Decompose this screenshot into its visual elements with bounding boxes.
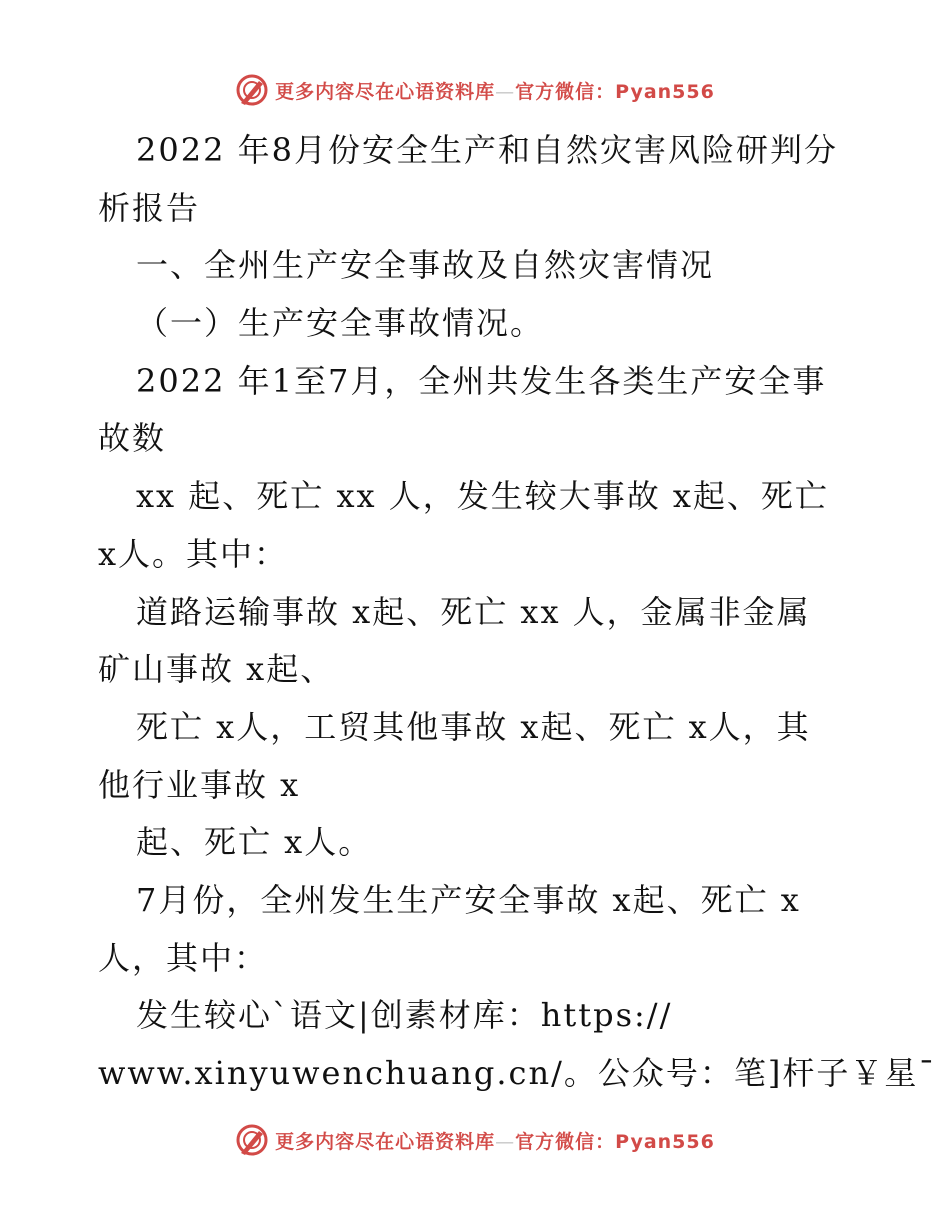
- subsection-heading-1: （一）生产安全事故情况。: [136, 304, 545, 343]
- paragraph-line: 死亡 x人，工贸其他事故 x起、死亡 x人，其: [136, 707, 811, 746]
- header-banner: [0, 70, 950, 110]
- paragraph-line: 2022 年1至7月，全州共发生各类生产安全事: [136, 361, 827, 400]
- header-banner-text: 更多内容尽在心语资料库: [275, 80, 496, 103]
- title-line-2: 析报告: [98, 188, 201, 227]
- footer-banner: [0, 1120, 950, 1160]
- pen-logo-icon: [235, 1123, 269, 1157]
- header-banner-dash: —: [495, 80, 516, 103]
- paragraph-line: 人，其中：: [98, 938, 269, 977]
- section-heading-1: 一、全州生产安全事故及自然灾害情况: [136, 246, 715, 285]
- header-banner-wechat: 官方微信：Pyan556: [515, 80, 715, 103]
- paragraph-line: 故数: [98, 419, 167, 458]
- paragraph-line: 起、死亡 x人。: [136, 823, 373, 862]
- paragraph-line: x人。其中：: [98, 534, 289, 573]
- paragraph-line: 发生较心`语文|创素材库：https://: [136, 996, 673, 1035]
- paragraph-line: 他行业事故 x: [98, 765, 301, 804]
- paragraph-line: 矿山事故 x起、: [98, 650, 335, 689]
- paragraph-line: xx 起、死亡 xx 人，发生较大事故 x起、死亡: [136, 477, 829, 516]
- title-line-1: 2022 年8月份安全生产和自然灾害风险研判分: [136, 131, 838, 169]
- pen-logo-icon: [235, 73, 269, 107]
- document-body: [98, 122, 937, 1103]
- footer-banner-text: 更多内容尽在心语资料库: [275, 1130, 496, 1153]
- footer-banner-dash: —: [495, 1130, 516, 1153]
- paragraph-line: 7月份，全州发生生产安全事故 x起、死亡 x: [136, 880, 801, 919]
- paragraph-line: 道路运输事故 x起、死亡 xx 人，金属非金属: [136, 592, 811, 631]
- paragraph-line: www.xinyuwenchuang.cn/。公众号：笔]杆子￥星¯: [98, 1054, 937, 1092]
- footer-banner-wechat: 官方微信：Pyan556: [515, 1130, 715, 1153]
